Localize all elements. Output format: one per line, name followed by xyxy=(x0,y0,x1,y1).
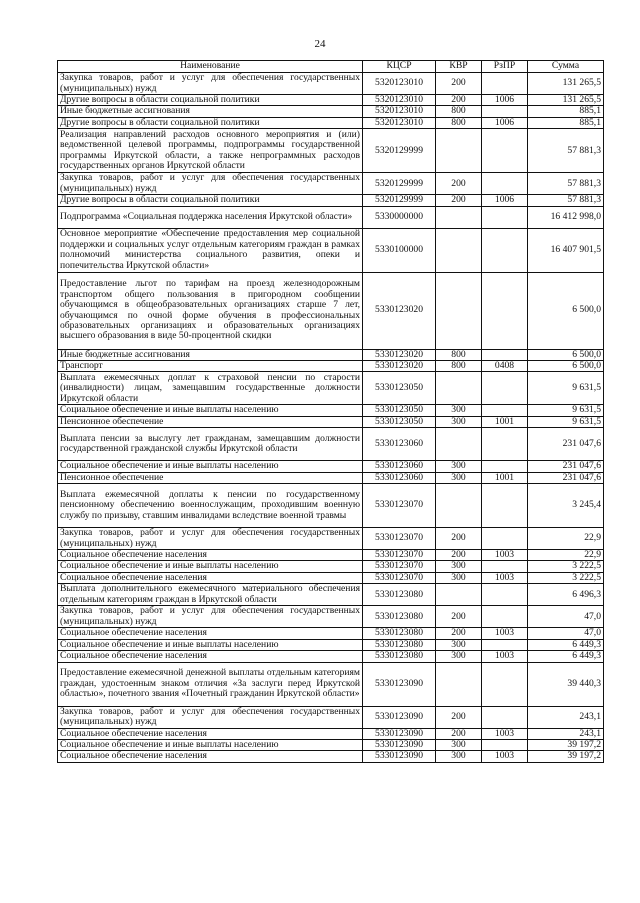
row-rzpr xyxy=(482,349,528,360)
row-code: 5330123060 xyxy=(363,428,436,461)
row-kvr: 300 xyxy=(436,751,482,762)
row-rzpr: 1001 xyxy=(482,472,528,483)
row-code: 5330123070 xyxy=(363,550,436,561)
row-name: Социальное обеспечение населения xyxy=(58,728,363,739)
row-name: Иные бюджетные ассигнования xyxy=(58,349,363,360)
row-name: Социальное обеспечение населения xyxy=(58,651,363,662)
table-row xyxy=(58,651,604,662)
row-code: 5330123020 xyxy=(363,272,436,349)
row-kvr: 200 xyxy=(436,95,482,106)
row-code: 5330123080 xyxy=(363,584,436,606)
row-sum: 39 197,2 xyxy=(528,739,604,750)
row-kvr: 200 xyxy=(436,73,482,95)
table-row xyxy=(58,472,604,483)
table-row xyxy=(58,584,604,606)
row-name: Закупка товаров, работ и услуг для обеспечения государственных (муниципальных) нужд xyxy=(58,606,363,628)
row-kvr: 300 xyxy=(436,572,482,583)
row-name: Социальное обеспечение и иные выплаты населению xyxy=(58,739,363,750)
table-row xyxy=(58,484,604,528)
row-sum: 57 881,3 xyxy=(528,173,604,195)
row-code: 5330123050 xyxy=(363,416,436,427)
row-name: Выплата ежемесячных доплат к страховой пенсии по старости (инвалидности) лицам, замещавшим государственные должности Иркутской области xyxy=(58,372,363,405)
row-name: Социальное обеспечение населения xyxy=(58,572,363,583)
row-sum: 6 449,3 xyxy=(528,651,604,662)
row-code: 5330123050 xyxy=(363,372,436,405)
row-rzpr xyxy=(482,484,528,528)
row-name: Пенсионное обеспечение xyxy=(58,416,363,427)
row-kvr: 300 xyxy=(436,416,482,427)
row-rzpr xyxy=(482,639,528,650)
row-rzpr xyxy=(482,129,528,173)
table-row xyxy=(58,428,604,461)
row-rzpr xyxy=(482,584,528,606)
table-row xyxy=(58,461,604,472)
table-row xyxy=(58,73,604,95)
row-kvr xyxy=(436,584,482,606)
row-kvr xyxy=(436,228,482,272)
row-name: Реализация направлений расходов основного мероприятия и (или) ведомственной целевой программы, подпрограммы государственной программы Иркутской области, а также непрограммных расходов государственных органов Иркутской области xyxy=(58,129,363,173)
row-code: 5320123010 xyxy=(363,95,436,106)
row-name: Социальное обеспечение и иные выплаты населению xyxy=(58,405,363,416)
row-rzpr: 1003 xyxy=(482,572,528,583)
row-name: Другие вопросы в области социальной политики xyxy=(58,195,363,206)
header-code: КЦСР xyxy=(363,61,436,73)
row-rzpr: 1006 xyxy=(482,195,528,206)
row-rzpr: 1003 xyxy=(482,550,528,561)
row-sum: 9 631,5 xyxy=(528,372,604,405)
row-sum: 3 222,5 xyxy=(528,572,604,583)
row-kvr: 300 xyxy=(436,405,482,416)
row-code: 5320129999 xyxy=(363,129,436,173)
row-code: 5330123080 xyxy=(363,651,436,662)
table-row xyxy=(58,349,604,360)
row-kvr: 300 xyxy=(436,651,482,662)
table-row xyxy=(58,173,604,195)
row-kvr: 200 xyxy=(436,606,482,628)
table-row xyxy=(58,117,604,128)
row-code: 5330123070 xyxy=(363,528,436,550)
row-code: 5330100000 xyxy=(363,228,436,272)
row-sum: 3 245,4 xyxy=(528,484,604,528)
row-sum: 885,1 xyxy=(528,106,604,117)
table-row xyxy=(58,561,604,572)
row-sum: 39 197,2 xyxy=(528,751,604,762)
row-kvr: 200 xyxy=(436,628,482,639)
row-rzpr xyxy=(482,106,528,117)
row-code: 5330123090 xyxy=(363,751,436,762)
row-code: 5320129999 xyxy=(363,173,436,195)
table-row xyxy=(58,95,604,106)
row-kvr: 800 xyxy=(436,117,482,128)
row-sum: 16 407 901,5 xyxy=(528,228,604,272)
row-kvr: 300 xyxy=(436,739,482,750)
row-kvr xyxy=(436,129,482,173)
table-row xyxy=(58,228,604,272)
row-sum: 39 440,3 xyxy=(528,662,604,706)
row-rzpr xyxy=(482,173,528,195)
header-name: Наименование xyxy=(58,61,363,73)
row-name: Социальное обеспечение и иные выплаты населению xyxy=(58,461,363,472)
row-sum: 9 631,5 xyxy=(528,416,604,427)
row-code: 5330123060 xyxy=(363,472,436,483)
row-code: 5330123060 xyxy=(363,461,436,472)
row-code: 5320123010 xyxy=(363,117,436,128)
row-sum: 47,0 xyxy=(528,606,604,628)
row-name: Закупка товаров, работ и услуг для обеспечения государственных (муниципальных) нужд xyxy=(58,173,363,195)
header-sum: Сумма xyxy=(528,61,604,73)
row-code: 5330000000 xyxy=(363,206,436,228)
row-code: 5330123020 xyxy=(363,349,436,360)
row-code: 5330123090 xyxy=(363,728,436,739)
row-name: Предоставление ежемесячной денежной выплаты отдельным категориям граждан, удостоенным знаком отличия «За заслуги перед Иркутской областью», почетного звания «Почетный гражданин Иркутской области» xyxy=(58,662,363,706)
row-name: Выплата дополнительного ежемесячного материального обеспечения отдельным категориям граждан в Иркутской области xyxy=(58,584,363,606)
row-kvr: 800 xyxy=(436,349,482,360)
row-rzpr xyxy=(482,272,528,349)
row-name: Социальное обеспечение и иные выплаты населению xyxy=(58,639,363,650)
row-kvr: 200 xyxy=(436,195,482,206)
row-kvr: 200 xyxy=(436,706,482,728)
row-sum: 131 265,5 xyxy=(528,95,604,106)
row-code: 5330123050 xyxy=(363,405,436,416)
table-row xyxy=(58,361,604,372)
table-row xyxy=(58,206,604,228)
row-kvr xyxy=(436,662,482,706)
table-row xyxy=(58,416,604,427)
row-rzpr xyxy=(482,606,528,628)
row-kvr xyxy=(436,206,482,228)
table-row xyxy=(58,628,604,639)
row-name: Транспорт xyxy=(58,361,363,372)
row-code: 5330123080 xyxy=(363,628,436,639)
row-sum: 131 265,5 xyxy=(528,73,604,95)
row-rzpr xyxy=(482,228,528,272)
row-sum: 6 500,0 xyxy=(528,272,604,349)
row-code: 5320123010 xyxy=(363,106,436,117)
table-header-row xyxy=(58,61,604,73)
table-row xyxy=(58,372,604,405)
row-kvr: 300 xyxy=(436,561,482,572)
row-rzpr xyxy=(482,206,528,228)
row-name: Социальное обеспечение населения xyxy=(58,751,363,762)
row-sum: 885,1 xyxy=(528,117,604,128)
row-name: Закупка товаров, работ и услуг для обеспечения государственных (муниципальных) нужд xyxy=(58,73,363,95)
row-name: Другие вопросы в области социальной политики xyxy=(58,95,363,106)
row-sum: 231 047,6 xyxy=(528,428,604,461)
table-row xyxy=(58,572,604,583)
row-name: Выплата ежемесячной доплаты к пенсии по государственному пенсионному обеспечению военнослужащим, проходившим военную службу по призыву, ставшим инвалидами вследствие военной травмы xyxy=(58,484,363,528)
row-rzpr: 0408 xyxy=(482,361,528,372)
row-name: Закупка товаров, работ и услуг для обеспечения государственных (муниципальных) нужд xyxy=(58,706,363,728)
table-row xyxy=(58,405,604,416)
table-row xyxy=(58,739,604,750)
row-sum: 243,1 xyxy=(528,728,604,739)
table-row xyxy=(58,129,604,173)
row-rzpr xyxy=(482,739,528,750)
row-rzpr: 1003 xyxy=(482,728,528,739)
row-rzpr xyxy=(482,461,528,472)
row-rzpr: 1003 xyxy=(482,651,528,662)
row-kvr: 200 xyxy=(436,728,482,739)
row-rzpr xyxy=(482,528,528,550)
row-sum: 231 047,6 xyxy=(528,461,604,472)
row-name: Социальное обеспечение населения xyxy=(58,550,363,561)
header-rzpr: РзПР xyxy=(482,61,528,73)
table-row xyxy=(58,550,604,561)
row-sum: 57 881,3 xyxy=(528,129,604,173)
row-rzpr: 1006 xyxy=(482,95,528,106)
row-sum: 6 496,3 xyxy=(528,584,604,606)
row-code: 5320129999 xyxy=(363,195,436,206)
row-rzpr xyxy=(482,73,528,95)
row-code: 5330123070 xyxy=(363,572,436,583)
row-name: Социальное обеспечение населения xyxy=(58,628,363,639)
row-kvr: 200 xyxy=(436,528,482,550)
row-rzpr xyxy=(482,706,528,728)
row-name: Другие вопросы в области социальной политики xyxy=(58,117,363,128)
row-rzpr xyxy=(482,561,528,572)
row-name: Выплата пенсии за выслугу лет гражданам, замещавшим должности государственной гражданской службы Иркутской области xyxy=(58,428,363,461)
row-kvr xyxy=(436,428,482,461)
row-sum: 3 222,5 xyxy=(528,561,604,572)
row-kvr xyxy=(436,372,482,405)
budget-table xyxy=(57,60,604,763)
row-sum: 16 412 998,0 xyxy=(528,206,604,228)
table-row xyxy=(58,662,604,706)
row-sum: 22,9 xyxy=(528,528,604,550)
row-sum: 22,9 xyxy=(528,550,604,561)
row-code: 5330123080 xyxy=(363,639,436,650)
row-sum: 6 500,0 xyxy=(528,349,604,360)
row-rzpr: 1003 xyxy=(482,751,528,762)
row-code: 5330123070 xyxy=(363,561,436,572)
row-code: 5330123070 xyxy=(363,484,436,528)
row-name: Пенсионное обеспечение xyxy=(58,472,363,483)
page-number: 24 xyxy=(314,38,326,50)
row-kvr: 300 xyxy=(436,472,482,483)
row-sum: 6 500,0 xyxy=(528,361,604,372)
row-kvr xyxy=(436,484,482,528)
row-sum: 9 631,5 xyxy=(528,405,604,416)
row-code: 5330123080 xyxy=(363,606,436,628)
table-row xyxy=(58,728,604,739)
row-code: 5330123090 xyxy=(363,706,436,728)
table-row xyxy=(58,606,604,628)
table-row xyxy=(58,639,604,650)
row-rzpr: 1001 xyxy=(482,416,528,427)
table-row xyxy=(58,106,604,117)
row-name: Подпрограмма «Социальная поддержка населения Иркутской области» xyxy=(58,206,363,228)
header-kvr: КВР xyxy=(436,61,482,73)
row-name: Иные бюджетные ассигнования xyxy=(58,106,363,117)
row-rzpr: 1003 xyxy=(482,628,528,639)
row-name: Социальное обеспечение и иные выплаты населению xyxy=(58,561,363,572)
row-code: 5330123020 xyxy=(363,361,436,372)
row-code: 5330123090 xyxy=(363,662,436,706)
row-sum: 6 449,3 xyxy=(528,639,604,650)
row-kvr: 800 xyxy=(436,106,482,117)
row-sum: 231 047,6 xyxy=(528,472,604,483)
row-rzpr xyxy=(482,428,528,461)
row-name: Основное мероприятие «Обеспечение предоставления мер социальной поддержки и социальных услуг отдельным категориям граждан в рамках полномочий министерства социального развития, опеки и попечительства Иркутской области» xyxy=(58,228,363,272)
row-kvr: 200 xyxy=(436,550,482,561)
table-row xyxy=(58,272,604,349)
row-kvr: 300 xyxy=(436,461,482,472)
table-row xyxy=(58,706,604,728)
row-kvr xyxy=(436,272,482,349)
table-row xyxy=(58,751,604,762)
row-code: 5330123090 xyxy=(363,739,436,750)
row-name: Предоставление льгот по тарифам на проезд железнодорожным транспортом общего пользования в пригородном сообщении обучающимся в общеобразовательных организациях старше 7 лет, обучающимся по очной форме обучения в профессиональных образовательных организациях и образовательных организациях высшего образования в виде 50-процентной скидки xyxy=(58,272,363,349)
table-row xyxy=(58,195,604,206)
row-sum: 47,0 xyxy=(528,628,604,639)
row-kvr: 800 xyxy=(436,361,482,372)
row-rzpr xyxy=(482,372,528,405)
table-row xyxy=(58,528,604,550)
row-rzpr xyxy=(482,662,528,706)
row-code: 5320123010 xyxy=(363,73,436,95)
row-rzpr xyxy=(482,405,528,416)
row-sum: 243,1 xyxy=(528,706,604,728)
row-kvr: 200 xyxy=(436,173,482,195)
row-kvr: 300 xyxy=(436,639,482,650)
row-name: Закупка товаров, работ и услуг для обеспечения государственных (муниципальных) нужд xyxy=(58,528,363,550)
row-sum: 57 881,3 xyxy=(528,195,604,206)
row-rzpr: 1006 xyxy=(482,117,528,128)
